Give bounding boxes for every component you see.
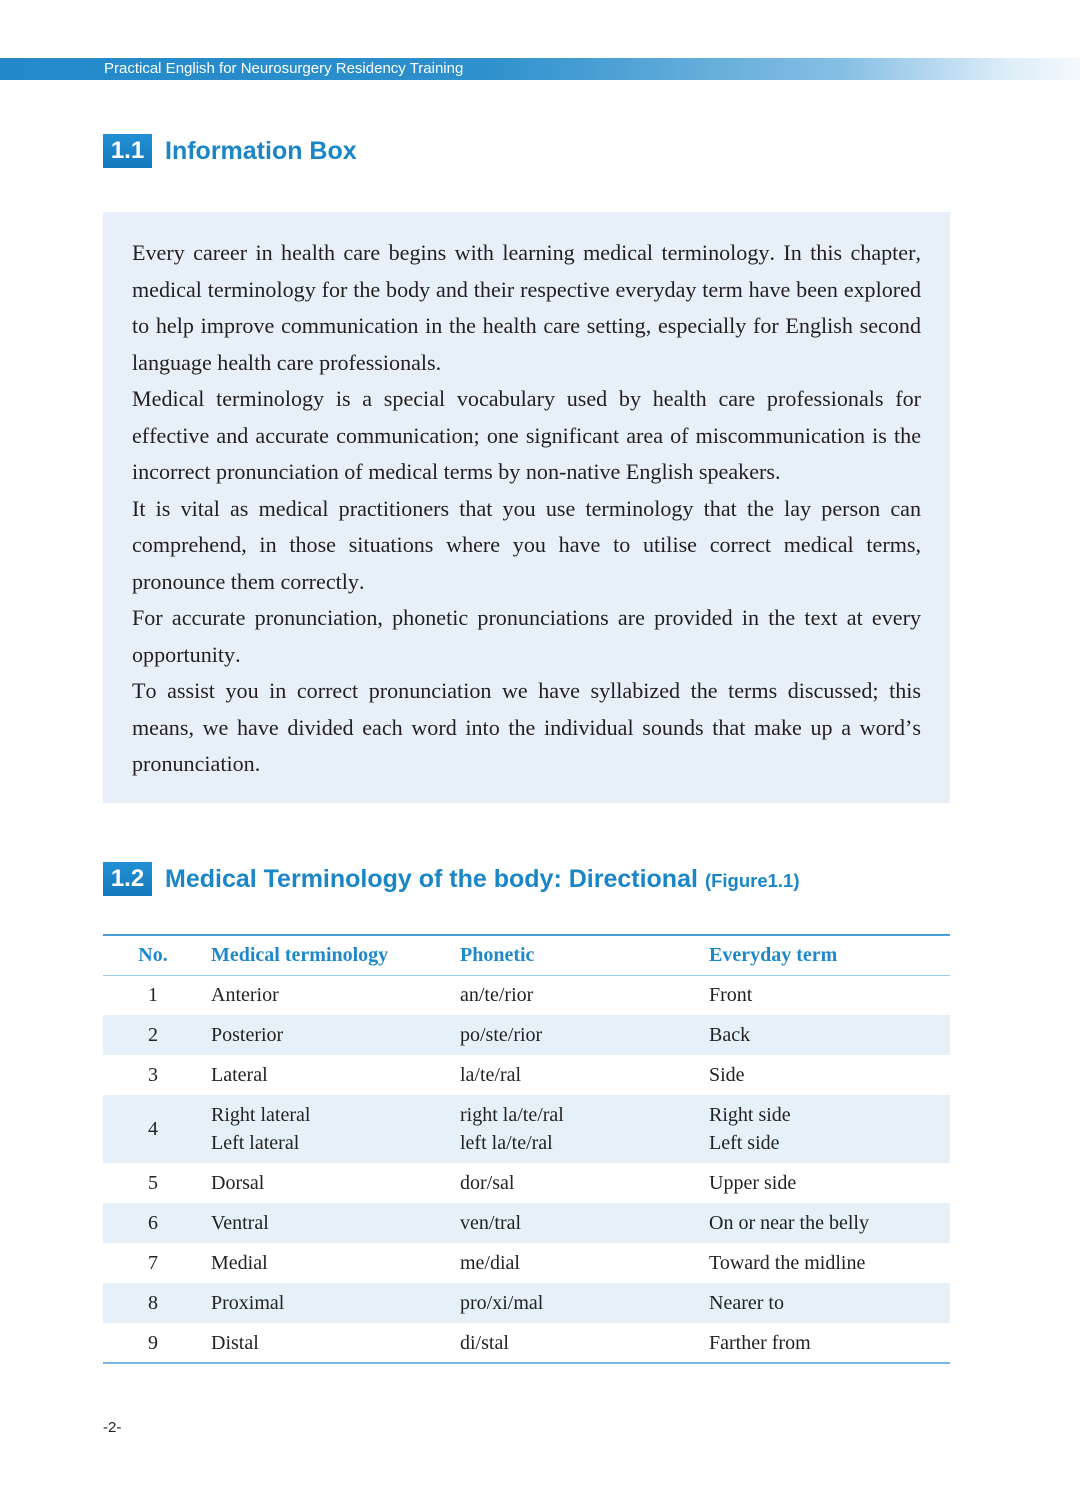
cell-term [203,1283,452,1323]
term-line: Posterior [211,1024,284,1046]
section-title-wrap [165,865,800,894]
cell-term [203,1095,452,1163]
info-paragraph: For accurate pronunciation, phonetic pronunciations are provided in the text at every opportunity. [132,605,921,667]
term-line: Dorsal [211,1172,265,1194]
table-row [103,1243,950,1283]
cell-term [203,1015,452,1055]
column-header-no: No. [103,935,203,975]
everyday-line: Nearer to [709,1292,784,1314]
cell-everyday [701,1163,950,1203]
phonetic-line: me/dial [460,1252,520,1274]
cell-phonetic [452,1323,701,1363]
table-header-row [103,935,950,975]
cell-term [203,1243,452,1283]
running-head-bar [0,58,1080,80]
term-line: Lateral [211,1064,268,1086]
table-row [103,975,950,1015]
cell-term [203,1203,452,1243]
term-line: Proximal [211,1292,285,1314]
everyday-line: Front [709,984,753,1007]
table-row [103,1283,950,1323]
terminology-table [103,934,950,1364]
section-title-wrap [165,137,357,166]
column-header-term: Medical terminology [203,935,452,975]
cell-everyday [701,1283,950,1323]
everyday-line: Farther from [709,1331,811,1354]
figure-reference: (Figure1.1) [704,869,800,891]
cell-phonetic [452,1095,701,1163]
running-head: Practical English for Neurosurgery Residency Training [104,60,464,77]
term-line: Medial [211,1252,268,1274]
table-body [103,975,950,1363]
page-number: -2- [103,1419,122,1436]
phonetic-line: ven/tral [460,1212,522,1234]
section-heading-1-2 [103,862,800,896]
table-row [103,1323,950,1363]
cell-no: 3 [148,1064,158,1086]
cell-no: 5 [148,1172,158,1194]
cell-everyday [701,1203,950,1243]
phonetic-line: left la/te/ral [460,1132,553,1154]
cell-term [203,1163,452,1203]
cell-everyday [701,1323,950,1363]
term-line: Anterior [211,984,279,1007]
cell-phonetic [452,1055,701,1095]
cell-no: 9 [103,1323,203,1363]
cell-everyday [701,1095,950,1163]
cell-everyday [701,975,950,1015]
phonetic-line: right la/te/ral [460,1104,564,1126]
section-title: Information Box [165,136,357,165]
info-paragraph: Medical terminology is a special vocabulary used by health care professionals for effective and accurate communication; one significant area of miscommunication is the incorrect pronunciation of medical terms by non-native English speakers. [132,386,921,484]
everyday-line: Upper side [709,1172,797,1194]
cell-no: 1 [148,984,158,1007]
cell-no: 2 [103,1015,203,1055]
everyday-line: Toward the midline [709,1252,866,1274]
phonetic-line: po/ste/rior [460,1024,543,1046]
info-paragraph: To assist you in correct pronunciation we have syllabized the terms discussed; this means, we have divided each word into the individual sounds that make up a word’s pronunciation. [132,678,921,776]
term-line: Ventral [211,1212,269,1234]
cell-everyday [701,1015,950,1055]
cell-no: 6 [103,1203,203,1243]
everyday-line: On or near the belly [709,1212,869,1234]
column-header-everyday: Everyday term [701,935,950,975]
table-row [103,1095,950,1163]
table-row [103,1015,950,1055]
term-line: Left lateral [211,1132,300,1154]
information-box [103,212,950,803]
cell-phonetic [452,1203,701,1243]
cell-term [203,1055,452,1095]
cell-no: 7 [148,1252,158,1274]
table-row [103,1203,950,1243]
phonetic-line: la/te/ral [460,1064,522,1086]
table-row [103,1055,950,1095]
section-number-badge: 1.2 [103,862,152,896]
terminology-table-container [103,934,950,1364]
everyday-line: Side [709,1064,745,1086]
term-line: Right lateral [211,1104,311,1126]
cell-no: 8 [103,1283,203,1323]
table-row [103,1163,950,1203]
phonetic-line: di/stal [460,1331,509,1354]
cell-phonetic [452,1243,701,1283]
section-heading-1-1 [103,134,357,168]
cell-everyday [701,1243,950,1283]
everyday-line: Back [709,1024,751,1046]
cell-phonetic [452,975,701,1015]
everyday-line: Left side [709,1132,780,1154]
term-line: Distal [211,1331,259,1354]
phonetic-line: pro/xi/mal [460,1292,544,1314]
info-paragraph: Every career in health care begins with learning medical terminology. In this chapter, medical terminology for the body and their respective everyday term have been explored to help improve communication in the health care setting, especially for English second language health care professionals. [132,240,921,375]
cell-term [203,975,452,1015]
phonetic-line: dor/sal [460,1172,515,1194]
column-header-phonetic: Phonetic [452,935,701,975]
cell-term [203,1323,452,1363]
cell-everyday [701,1055,950,1095]
section-number-badge: 1.1 [103,134,152,168]
section-title: Medical Terminology of the body: Directional [165,864,698,893]
everyday-line: Right side [709,1104,791,1126]
cell-phonetic [452,1015,701,1055]
cell-phonetic [452,1283,701,1323]
table-header [103,935,950,975]
phonetic-line: an/te/rior [460,984,534,1007]
info-paragraph: It is vital as medical practitioners that you use terminology that the lay person can comprehend, in those situations where you have to utilise correct medical terms, pronounce them correctly. [132,495,921,594]
cell-no: 4 [103,1095,203,1163]
cell-phonetic [452,1163,701,1203]
